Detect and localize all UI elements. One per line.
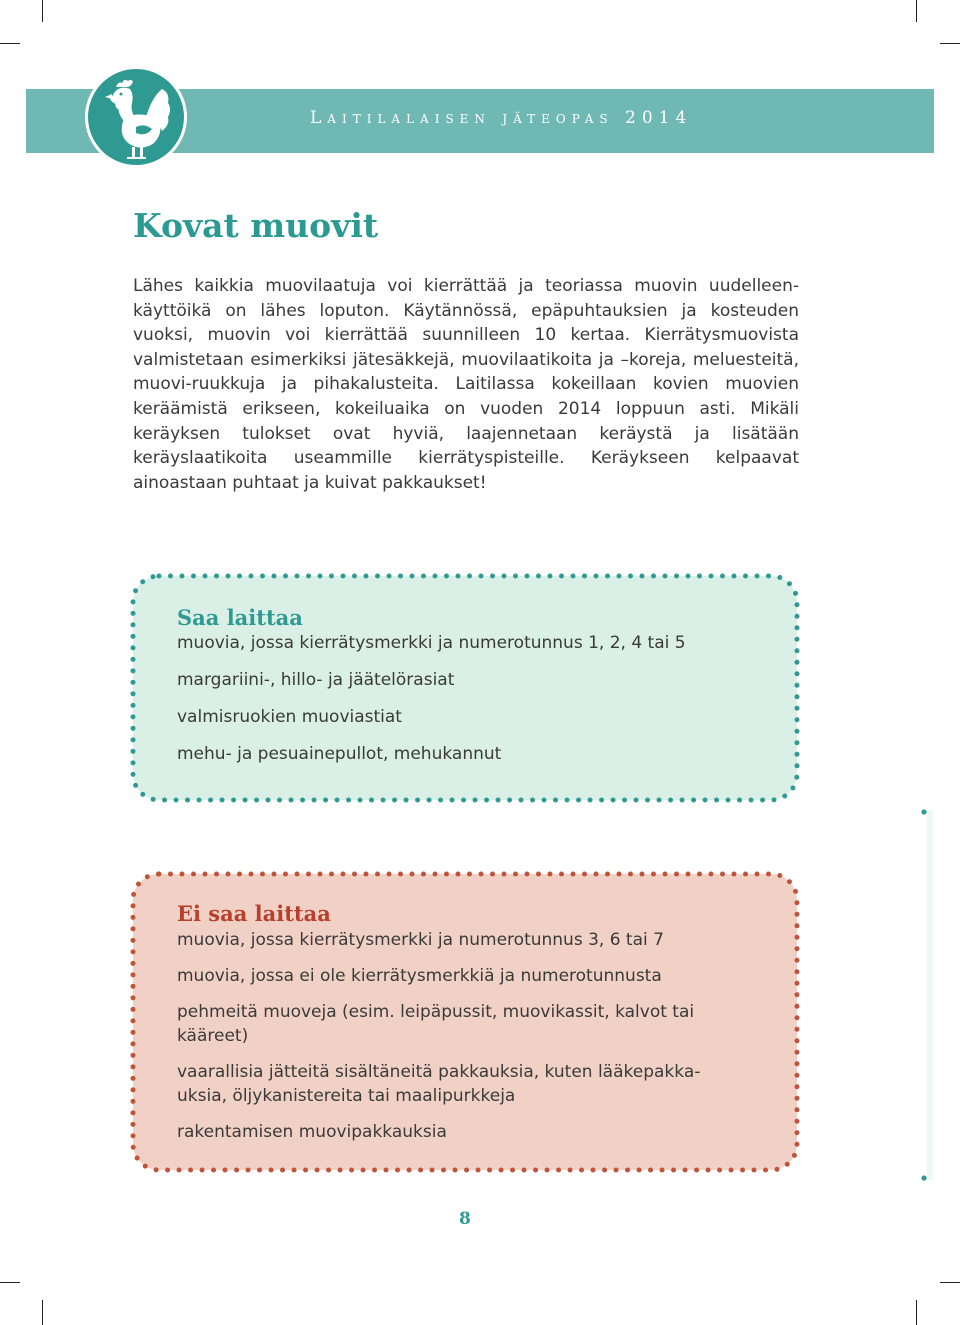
forbidden-box bbox=[133, 874, 797, 1170]
crop-mark bbox=[0, 43, 20, 44]
list-item: muovia, jossa kierrätysmerkki ja numerotunnus 3, 6 tai 7 bbox=[177, 930, 664, 950]
list-item: vaarallisia jätteitä sisältäneitä pakkauksia, kuten lääkepakka-uksia, öljykanistereita tai maalipurkkeja bbox=[177, 1062, 701, 1106]
forbidden-list bbox=[177, 928, 737, 1156]
list-item: pehmeitä muoveja (esim. leipäpussit, muovikassit, kalvot tai kääreet) bbox=[177, 1002, 695, 1046]
page-title: Kovat muovit bbox=[133, 206, 379, 245]
list-item: muovia, jossa ei ole kierrätysmerkkiä ja numerotunnusta bbox=[177, 966, 662, 986]
list-item: muovia, jossa kierrätysmerkki ja numerotunnus 1, 2, 4 tai 5 bbox=[177, 633, 686, 653]
crop-mark bbox=[916, 1300, 917, 1325]
side-decoration bbox=[919, 808, 935, 1188]
crop-mark bbox=[42, 1300, 43, 1325]
list-item: valmisruokien muoviastiat bbox=[177, 707, 402, 727]
forbidden-heading: Ei saa laittaa bbox=[177, 901, 331, 926]
allowed-heading: Saa laittaa bbox=[177, 605, 303, 630]
rooster-icon bbox=[102, 77, 172, 161]
logo bbox=[88, 69, 184, 165]
crop-mark bbox=[42, 0, 43, 22]
allowed-list bbox=[177, 631, 777, 779]
list-item: rakentamisen muovipakkauksia bbox=[177, 1122, 447, 1142]
allowed-box bbox=[133, 576, 797, 800]
header-title: Laitilalaisen jäteopas 2014 bbox=[310, 108, 693, 128]
crop-mark bbox=[916, 0, 917, 22]
list-item: margariini-, hillo- ja jäätelörasiat bbox=[177, 670, 455, 690]
intro-paragraph: Lähes kaikkia muovilaatuja voi kierrättää ja teoriassa muovin uudelleen-käyttöikä on lähes loputon. Käytännössä, epäpuhtauksien ja kosteuden vuoksi, muovin voi kierrättää suunnilleen 10 kertaa. Kierrätysmuovista valmistetaan esimerkiksi jätesäkkejä, muovilaatikoita ja –koreja, meluesteitä, muovi-ruukkuja ja pihakalusteita. Laitilassa kokeillaan kovien muovien keräämistä erikseen, kokeiluaika on vuoden 2014 loppuun asti. Mikäli keräyksen tulokset ovat hyviä, laajennetaan keräystä ja lisätään keräyslaatikoita useammille kierrätyspisteille. Keräykseen kelpaavat ainoastaan puhtaat ja kuivat pakkaukset! bbox=[133, 276, 799, 493]
page-number: 8 bbox=[459, 1209, 471, 1229]
list-item: mehu- ja pesuainepullot, mehukannut bbox=[177, 744, 502, 764]
crop-mark bbox=[0, 1282, 20, 1283]
crop-mark bbox=[940, 1282, 960, 1283]
crop-mark bbox=[940, 43, 960, 44]
